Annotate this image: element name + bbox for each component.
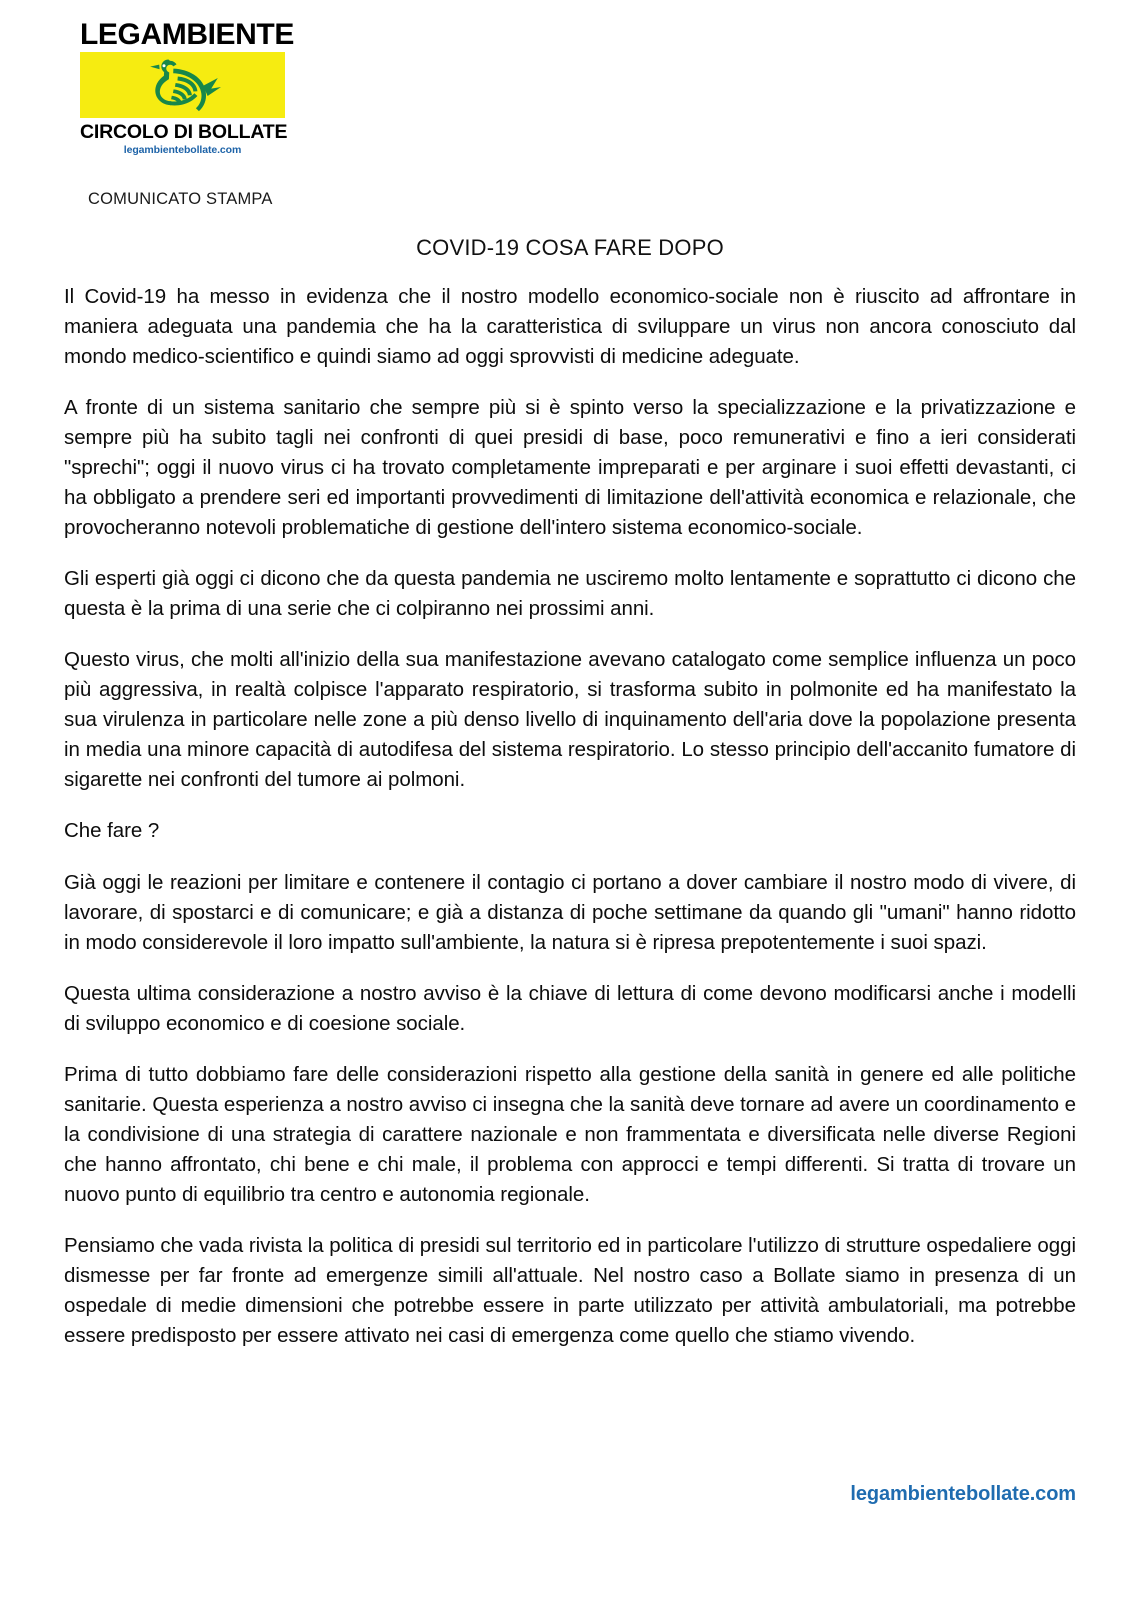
paragraph: Questa ultima considerazione a nostro avviso è la chiave di lettura di come devono modificarsi anche i modelli di sviluppo economico e di coesione sociale. — [64, 981, 1076, 1035]
paragraph: Pensiamo che vada rivista la politica di presidi sul territorio ed in particolare l'utilizzo di strutture ospedaliere oggi dismesse per far fronte ad emergenze simili all'attuale. Nel nostro caso a Bollate siamo in presenza di un ospedale di medie dimensioni che potrebbe essere in parte utilizzato per attività ambulatoriali, ma potrebbe essere predisposto per essere attivato nei casi di emergenza come quello che stiamo vivendo. — [64, 1233, 1076, 1347]
logo-yellow-band — [80, 52, 285, 118]
document-body — [64, 282, 1076, 1372]
paragraph: Questo virus, che molti all'inizio della sua manifestazione avevano catalogato come semplice influenza un poco più aggressiva, in realtà colpisce l'apparato respiratorio, si trasforma subito in polmonite ed ha manifestato la sua virulenza in particolare nelle zone a più denso livello di inquinamento dell'aria dove la popolazione presenta in media una minore capacità di autodifesa del sistema respiratorio. Lo stesso principio dell'accanito fumatore di sigarette nei confronti del tumore ai polmoni. — [64, 648, 1076, 792]
paragraph: Gli esperti già oggi ci dicono che da questa pandemia ne usciremo molto lentamente e soprattutto ci dicono che questa è la prima di una serie che ci colpiranno nei prossimi anni. — [64, 567, 1076, 621]
swan-icon — [137, 55, 229, 115]
logo-circolo-name: CIRCOLO DI BOLLATE — [80, 121, 288, 143]
logo-website: legambientebollate.com — [123, 144, 242, 157]
page-title: COVID-19 COSA FARE DOPO — [416, 235, 724, 260]
footer-website-link[interactable]: legambientebollate.com — [850, 1483, 1076, 1505]
paragraph: Il Covid-19 ha messo in evidenza che il nostro modello economico-sociale non è riuscito ad affrontare in maniera adeguata una pandemia che ha la caratteristica di sviluppare un virus non ancora conosciuto dal mondo medico-scientifico e quindi siamo ad oggi sprovvisti di medicine adeguate. — [64, 285, 1076, 369]
paragraph: A fronte di un sistema sanitario che sempre più si è spinto verso la specializzazione e la privatizzazione e sempre più ha subito tagli nei confronti di quei presidi di base, poco remunerativi e fino a ieri considerati "sprechi"; oggi il nuovo virus ci ha trovato completamente impreparati e per arginare i suoi effetti devastanti, ci ha obbligato a prendere seri ed importanti provvedimenti di limitazione dell'attività economica e relazionale, che provocheranno notevoli problematiche di gestione dell'intero sistema economico-sociale. — [64, 396, 1076, 540]
logo-wordmark: LEGAMBIENTE — [80, 18, 294, 51]
legambiente-logo — [80, 18, 294, 157]
paragraph: Già oggi le reazioni per limitare e contenere il contagio ci portano a dover cambiare il nostro modo di vivere, di lavorare, di spostarci e di comunicare; e già a distanza di poche settimane da quando gli "umani" hanno ridotto in modo considerevole il loro impatto sull'ambiente, la natura si è ripresa prepotentemente i suoi spazi. — [64, 870, 1076, 954]
paragraph-question: Che fare ? — [64, 819, 160, 843]
press-release-kicker: COMUNICATO STAMPA — [88, 190, 273, 208]
paragraph: Prima di tutto dobbiamo fare delle considerazioni rispetto alla gestione della sanità in genere ed alle politiche sanitarie. Questa esperienza a nostro avviso ci insegna che la sanità deve tornare ad avere un coordinamento e la condivisione di una strategia di carattere nazionale e non frammentata e diversificata nelle diverse Regioni che hanno affrontato, chi bene e chi male, il problema con approcci e tempi differenti. Si tratta di trovare un nuovo punto di equilibrio tra centro e autonomia regionale. — [64, 1062, 1076, 1206]
